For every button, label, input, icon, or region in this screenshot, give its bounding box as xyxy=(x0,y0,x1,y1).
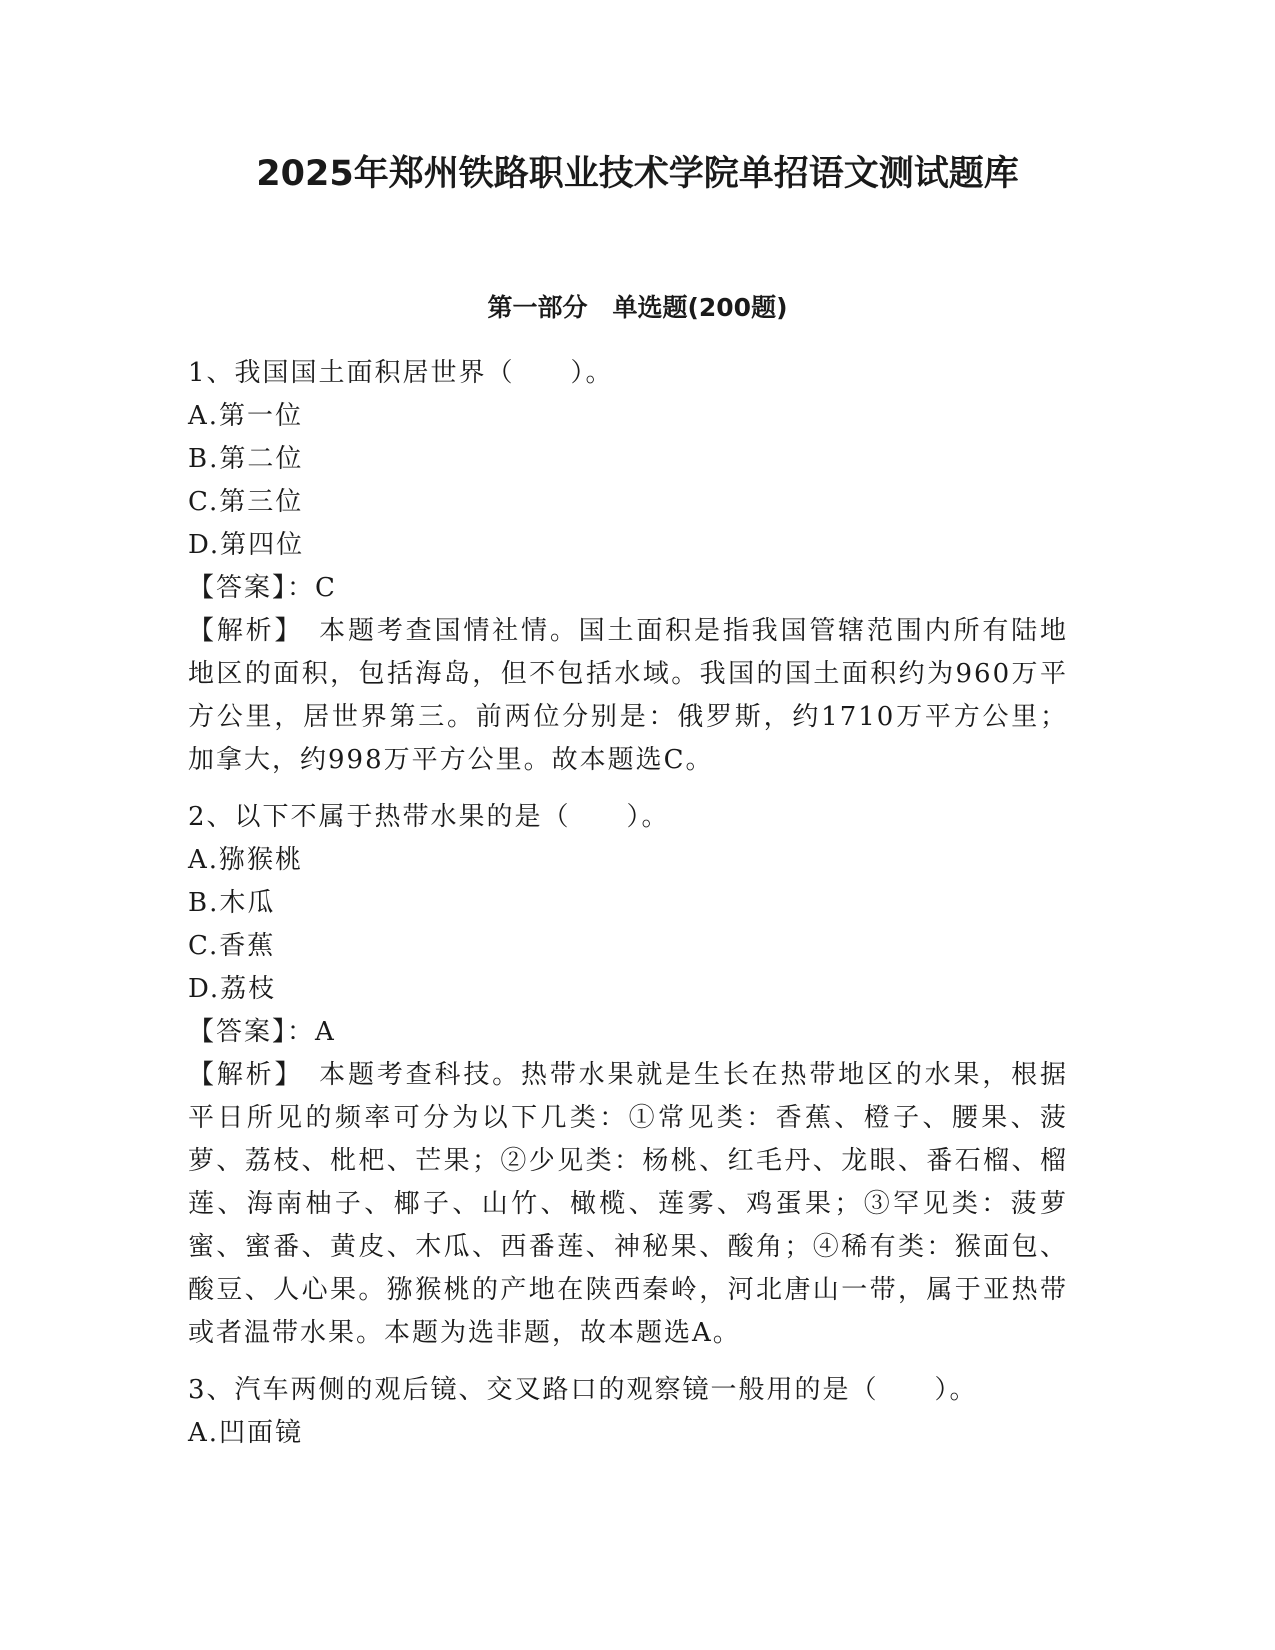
option-d: D.第四位 xyxy=(188,530,305,560)
answer-line: 【答案】：A xyxy=(188,1017,336,1047)
option-b: B.第二位 xyxy=(188,444,304,474)
question-1 xyxy=(188,352,1068,782)
option-c: C.香蕉 xyxy=(188,931,276,961)
question-stem: 1、我国国土面积居世界（ ）。 xyxy=(188,358,614,388)
option-a: A.猕猴桃 xyxy=(188,845,304,875)
question-3 xyxy=(188,1369,1068,1455)
option-c: C.第三位 xyxy=(188,487,304,517)
option-a: A.第一位 xyxy=(188,401,304,431)
section-title: 第一部分 单选题(200题) xyxy=(487,293,788,322)
analysis-paragraph: 【解析】 本题考查国情社情。国土面积是指我国管辖范围内所有陆地地区的面积，包括海岛，但不包括水域。我国的国土面积约为960万平方公里，居世界第三。前两位分别是：俄罗斯，约1710万平方公里；加拿大，约998万平方公里。故本题选C。 xyxy=(188,616,1068,775)
option-d: D.荔枝 xyxy=(188,974,277,1004)
document-title: 2025年郑州铁路职业技术学院单招语文测试题库 xyxy=(256,154,1019,194)
analysis-paragraph: 【解析】 本题考查科技。热带水果就是生长在热带地区的水果，根据平日所见的频率可分为以下几类：①常见类：香蕉、橙子、腰果、菠萝、荔枝、枇杷、芒果；②少见类：杨桃、红毛丹、龙眼、番石榴、榴莲、海南柚子、椰子、山竹、橄榄、莲雾、鸡蛋果；③罕见类：菠萝蜜、蜜番、黄皮、木瓜、西番莲、神秘果、酸角；④稀有类：猴面包、酸豆、人心果。猕猴桃的产地在陕西秦岭，河北唐山一带，属于亚热带或者温带水果。本题为选非题，故本题选A。 xyxy=(188,1060,1068,1348)
option-a: A.凹面镜 xyxy=(188,1418,304,1448)
question-stem: 2、以下不属于热带水果的是（ ）。 xyxy=(188,802,670,832)
option-b: B.木瓜 xyxy=(188,888,276,918)
question-2 xyxy=(188,796,1068,1355)
answer-line: 【答案】：C xyxy=(188,573,337,603)
question-list xyxy=(188,352,1068,1455)
question-stem: 3、汽车两侧的观后镜、交叉路口的观察镜一般用的是（ ）。 xyxy=(188,1375,978,1405)
